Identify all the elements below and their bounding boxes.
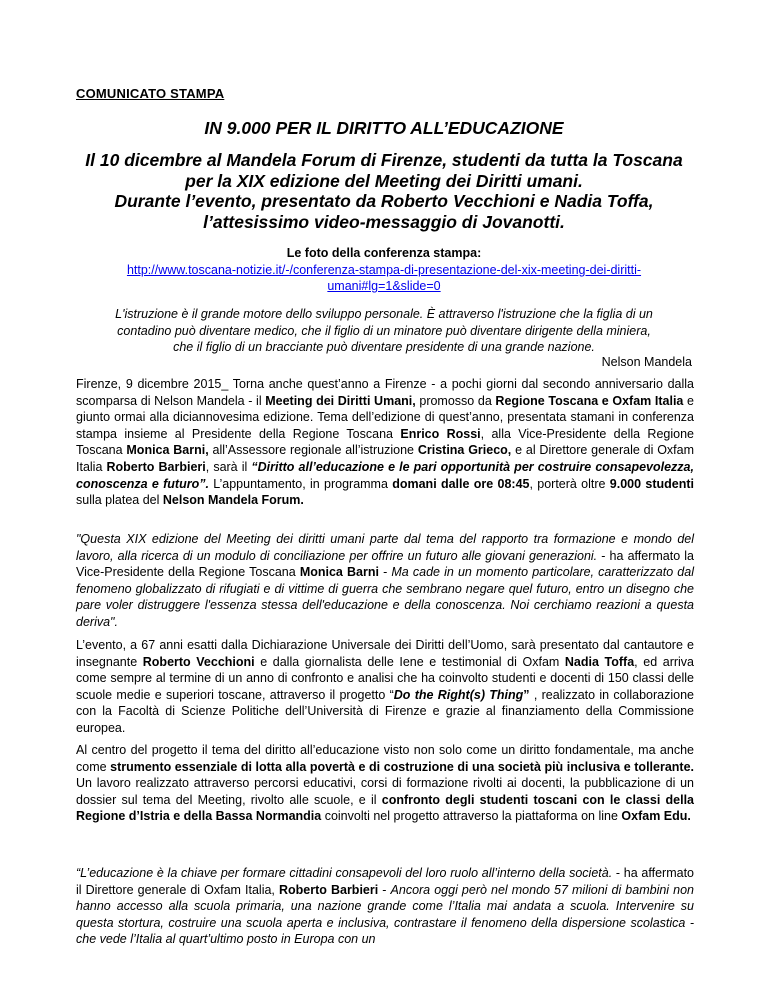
text: - ha affermato il Direttore generale di Oxfam Italia, — [76, 866, 694, 897]
text: - ha affermato la Vice-Presidente della Regione Toscana — [76, 548, 695, 580]
text: , realizzato in collaborazione con la Facoltà di Scienze Politiche dell’Università di Firenze e grazie al finanziamento della Commissione europea. — [76, 687, 694, 735]
headline-subtitle — [60, 150, 708, 232]
meeting-name: Meeting dei Diritti Umani, — [265, 393, 416, 408]
paragraph-intro — [76, 376, 694, 509]
text: Un lavoro realizzato attraverso percorsi educativi, corsi di formazione rivolti ai docenti, la pubblicazione di un dossier sul tema del Meeting, rivolto alle scuole, e il — [76, 776, 694, 807]
text: L’appuntamento, in programma — [208, 476, 393, 491]
quote-line: L'istruzione è il grande motore dello sviluppo personale. È attraverso l'istruzione che la figlia di un — [115, 307, 653, 321]
text: L’evento, a 67 anni esatti dalla Dichiarazione Universale dei Diritti dell’Uomo, sarà presentato dal cantautore e insegnante — [76, 638, 694, 669]
student-count: 9.000 studenti — [609, 476, 694, 491]
quote-line: contadino può diventare medico, che il figlio di un minatore può diventare dirigente della miniera, — [117, 323, 651, 338]
photos-link[interactable] — [80, 262, 688, 294]
text: promosso da — [415, 393, 496, 408]
text: , ed arriva come sempre al termine di un anno di confronto e analisi che ha coinvolto studenti e docenti di 150 classi delle scuole medie e superiori toscane, attraverso il progetto “ — [76, 654, 694, 702]
text: , alla Vice-Presidente della Regione Toscana — [76, 426, 694, 458]
quote-text: Ma cade in un momento particolare, caratterizzato dal fenomeno globalizzato di rifugiati e di vittime di guerra che sembrano negare quel futuro, entro un disegno che pare voler distruggere l'essenza stessa dell'educazione e della conoscenza. Noi cerchiamo reazioni a questa deriva". — [76, 565, 694, 629]
text: , porterà oltre — [529, 476, 610, 491]
photos-link-line[interactable]: http://www.toscana-notizie.it/-/conferenza-stampa-di-presentazione-del-xix-meeting-dei-diritti- — [126, 263, 642, 277]
quote-author: Nelson Mandela — [601, 355, 692, 369]
text: sulla platea del — [76, 493, 163, 508]
paragraph-project — [76, 742, 694, 825]
quote-text: “L’educazione è la chiave per formare cittadini consapevoli del loro ruolo all’interno della società. — [76, 866, 613, 880]
event-time: domani dalle ore 08:45 — [392, 476, 530, 491]
paragraph-barbieri-quote — [76, 865, 694, 948]
text: , sarà il — [205, 459, 252, 474]
subtitle-line: per la XIX edizione del Meeting dei Diritti umani. — [185, 170, 583, 191]
theme-title: “Diritto all’educazione e le pari opportunità per costruire consapevolezza, conoscenza e futuro”. — [76, 459, 694, 491]
press-release-label: COMUNICATO STAMPA — [76, 86, 225, 101]
mandela-quote — [70, 306, 698, 356]
text: - — [378, 882, 391, 897]
emphasis: strumento essenziale di lotta alla povertà e di costruzione di una società più inclusiva e tollerante. — [110, 759, 695, 774]
paragraph-event — [76, 637, 694, 737]
text: - — [378, 565, 392, 580]
emphasis: confronto degli studenti toscani con le classi della Regione d’Istria e della Bassa Normandia — [76, 792, 694, 824]
person-name: Enrico Rossi — [400, 426, 481, 441]
subtitle-line: l’attesissimo video-messaggio di Jovanotti. — [203, 211, 565, 232]
promoters: Regione Toscana e Oxfam Italia — [495, 393, 684, 408]
quote-text: Ancora oggi però nel mondo 57 milioni di bambini non hanno accesso alla scuola primaria, una nazione grande come l’Italia mai andata a scuola. Intervenire su questa stortura, costruire una scuola aperta e inclusiva, contrastare il fenomeno della dispersione scolastica - che vede l’Italia al quart’ultimo posto in Europa con un — [76, 882, 695, 947]
text: Firenze, 9 dicembre 2015_ Torna anche quest’anno a Firenze - a pochi giorni dal secondo anniversario dalla scomparsa di Nelson Mandela - il — [76, 377, 694, 408]
person-name: Monica Barni, — [126, 443, 209, 458]
text: all’Assessore regionale all’istruzione — [208, 443, 418, 458]
headline-title: IN 9.000 PER IL DIRITTO ALL’EDUCAZIONE — [204, 118, 564, 138]
person-name: Roberto Barbieri — [106, 459, 206, 474]
platform-name: Oxfam Edu. — [621, 809, 691, 824]
paragraph-barni-quote — [76, 531, 694, 631]
photos-link-line[interactable]: umani#lg=1&slide=0 — [327, 279, 441, 293]
photos-label: Le foto della conferenza stampa: — [286, 246, 482, 260]
person-name: Roberto Barbieri — [278, 882, 379, 897]
text: coinvolti nel progetto attraverso la piattaforma on line — [321, 809, 622, 824]
subtitle-line: Durante l’evento, presentato da Roberto Vecchioni e Nadia Toffa, — [114, 191, 654, 211]
person-name: Cristina Grieco, — [417, 443, 512, 458]
person-name: Nadia Toffa — [564, 654, 635, 669]
text: e dalla giornalista delle Iene e testimonial di Oxfam — [254, 654, 565, 669]
person-name: Monica Barni — [299, 565, 379, 580]
venue: Nelson Mandela Forum. — [162, 493, 304, 508]
text: ” — [523, 687, 530, 702]
project-name: Do the Right(s) Thing — [393, 687, 524, 702]
quote-line: che il figlio di un bracciante può diventare presidente di una grande nazione. — [173, 340, 595, 354]
quote-text: "Questa XIX edizione del Meeting dei diritti umani parte dal tema del rapporto tra formazione e mondo del lavoro, alla ricerca di un modulo di conciliazione per offrire un futuro alle giovani generazioni. — [76, 532, 694, 563]
text: Al centro del progetto il tema del diritto all’educazione visto non solo come un diritto fondamentale, ma anche come — [76, 743, 694, 774]
subtitle-line: Il 10 dicembre al Mandela Forum di Firenze, studenti da tutta la Toscana — [85, 150, 683, 170]
text: e giunto ormai alla diciannovesima edizione. Tema dell’edizione di quest’anno, presentata stamani in conferenza stampa insieme al Presidente della Regione Toscana — [76, 393, 694, 441]
person-name: Roberto Vecchioni — [142, 654, 255, 669]
text: e al Direttore generale di Oxfam Italia — [76, 443, 695, 474]
